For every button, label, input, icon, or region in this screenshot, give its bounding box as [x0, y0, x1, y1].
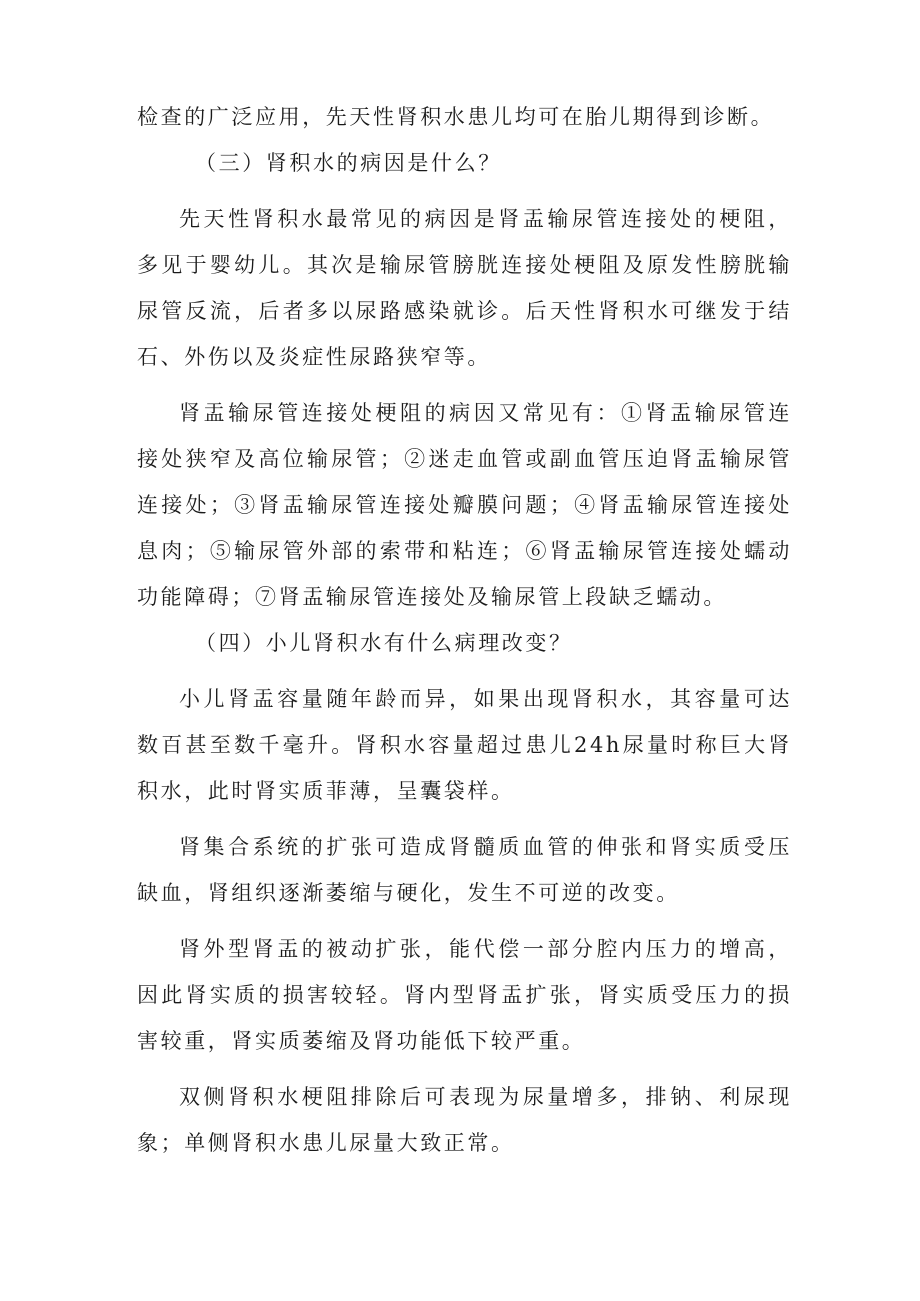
document-body [137, 94, 792, 1166]
paragraph-causes: 先天性肾积水最常见的病因是肾盂输尿管连接处的梗阻，多见于婴幼儿。其次是输尿管膀胱连接处梗阻及原发性膀胱输尿管反流，后者多以尿路感染就诊。后天性肾积水可继发于结石、外伤以及炎症性尿路狭窄等。 [137, 207, 792, 369]
paragraph-continuation: 检查的广泛应用，先天性肾积水患儿均可在胎儿期得到诊断。 [137, 105, 775, 129]
section-heading-4: （四）小儿肾积水有什么病理改变？ [195, 631, 573, 655]
paragraph-collecting-system: 肾集合系统的扩张可造成肾髓质血管的伸张和肾实质受压缺血，肾组织逐渐萎缩与硬化，发生不可逆的改变。 [137, 835, 792, 905]
paragraph-obstruction-causes: 肾盂输尿管连接处梗阻的病因又常见有：①肾盂输尿管连接处狭窄及高位输尿管；②迷走血管或副血管压迫肾盂输尿管连接处；③肾盂输尿管连接处瓣膜问题；④肾盂输尿管连接处息肉；⑤输尿管外部的索带和粘连；⑥肾盂输尿管连接处蠕动功能障碍；⑦肾盂输尿管连接处及输尿管上段缺乏蠕动。 [137, 401, 792, 609]
paragraph-pelvis-types: 肾外型肾盂的被动扩张，能代偿一部分腔内压力的增高，因此肾实质的损害较轻。肾内型肾盂扩张，肾实质受压力的损害较重，肾实质萎缩及肾功能低下较严重。 [137, 937, 792, 1053]
paragraph-pelvis-capacity: 小儿肾盂容量随年龄而异，如果出现肾积水，其容量可达数百甚至数千毫升。肾积水容量超过患儿24h尿量时称巨大肾积水，此时肾实质菲薄，呈囊袋样。 [137, 687, 792, 803]
section-heading-3: （三）肾积水的病因是什么？ [195, 151, 502, 175]
paragraph-bilateral: 双侧肾积水梗阻排除后可表现为尿量增多，排钠、利尿现象；单侧肾积水患儿尿量大致正常。 [137, 1085, 792, 1155]
